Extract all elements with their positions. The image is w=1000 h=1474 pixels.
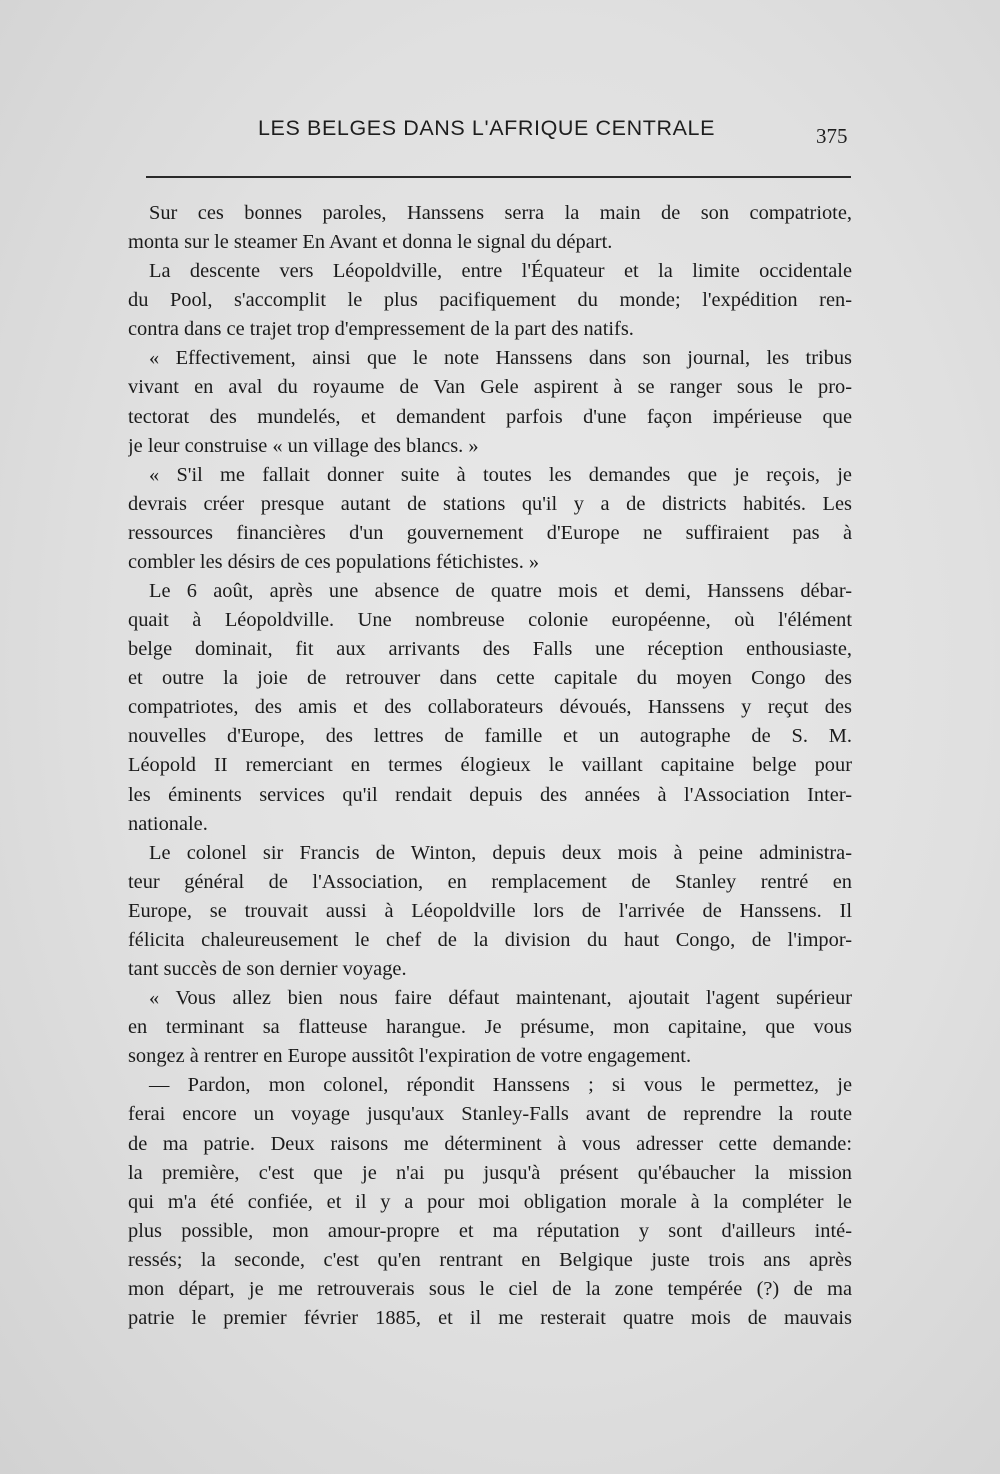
text-line: devrais créer presque autant de stations qu'il y a de districts habités. Les — [128, 492, 852, 515]
text-line: la première, c'est que je n'ai pu jusqu'à présent qu'ébaucher la mission — [128, 1161, 852, 1184]
text-line: plus possible, mon amour-propre et ma réputation y sont d'ailleurs inté- — [128, 1219, 852, 1242]
text-line: en terminant sa flatteuse harangue. Je présume, mon capitaine, que vous — [128, 1016, 852, 1039]
text-line: nationale. — [128, 812, 208, 835]
text-line: félicita chaleureusement le chef de la division du haut Congo, de l'impor- — [128, 928, 852, 951]
body-text — [128, 199, 852, 1333]
text-line: de ma patrie. Deux raisons me déterminent à vous adresser cette demande: — [128, 1132, 852, 1155]
text-line: patrie le premier février 1885, et il me resterait quatre mois de mauvais — [128, 1306, 852, 1329]
text-line: vivant en aval du royaume de Van Gele aspirent à se ranger sous le pro- — [128, 376, 852, 399]
text-line: ferai encore un voyage jusqu'aux Stanley-Falls avant de reprendre la route — [128, 1103, 852, 1126]
text-line: les éminents services qu'il rendait depuis des années à l'Association Inter- — [128, 783, 852, 806]
text-line: je leur construise « un village des blancs. » — [128, 434, 479, 457]
text-line: mon départ, je me retrouverais sous le ciel de la zone tempérée (?) de ma — [128, 1277, 852, 1300]
text-line: tant succès de son dernier voyage. — [128, 958, 407, 981]
page-number: 375 — [816, 124, 848, 148]
text-line: et outre la joie de retrouver dans cette capitale du moyen Congo des — [128, 667, 852, 690]
header-rule — [146, 176, 851, 178]
text-line: Europe, se trouvait aussi à Léopoldville lors de l'arrivée de Hanssens. Il — [128, 899, 852, 922]
text-line: quait à Léopoldville. Une nombreuse colonie européenne, où l'élément — [128, 609, 852, 632]
text-line: Léopold II remerciant en termes élogieux le vaillant capitaine belge pour — [128, 754, 852, 777]
text-line: Le 6 août, après une absence de quatre mois et demi, Hanssens débar- — [149, 580, 852, 603]
text-line: nouvelles d'Europe, des lettres de famille et un autographe de S. M. — [128, 725, 852, 748]
text-line: monta sur le steamer En Avant et donna le signal du départ. — [128, 231, 613, 254]
text-line: Le colonel sir Francis de Winton, depuis deux mois à peine administra- — [149, 841, 852, 864]
text-line: belge dominait, fit aux arrivants des Falls une réception enthousiaste, — [128, 638, 852, 661]
text-line: songez à rentrer en Europe aussitôt l'expiration de votre engagement. — [128, 1045, 692, 1068]
text-line: « Vous allez bien nous faire défaut maintenant, ajoutait l'agent supérieur — [149, 987, 852, 1010]
text-line: du Pool, s'accomplit le plus pacifiquement du monde; l'expédition ren- — [128, 289, 852, 312]
text-line: contra dans ce trajet trop d'empressement de la part des natifs. — [128, 318, 634, 341]
running-head: LES BELGES DANS L'AFRIQUE CENTRALE — [258, 116, 716, 140]
text-line: ressés; la seconde, c'est qu'en rentrant en Belgique juste trois ans après — [128, 1248, 852, 1271]
text-line: La descente vers Léopoldville, entre l'Équateur et la limite occidentale — [149, 260, 852, 283]
text-line: compatriotes, des amis et des collaborateurs dévoués, Hanssens y reçut des — [128, 696, 852, 719]
text-line: tectorat des mundelés, et demandent parfois d'une façon impérieuse que — [128, 405, 852, 428]
text-line: qui m'a été confiée, et il y a pour moi obligation morale à la compléter le — [128, 1190, 852, 1213]
text-line: « Effectivement, ainsi que le note Hanssens dans son journal, les tribus — [149, 347, 852, 370]
text-line: — Pardon, mon colonel, répondit Hanssens ; si vous le permettez, je — [149, 1074, 852, 1097]
text-line: ressources financières d'un gouvernement d'Europe ne suffiraient pas à — [128, 521, 852, 544]
text-line: « S'il me fallait donner suite à toutes les demandes que je reçois, je — [149, 463, 852, 486]
text-line: Sur ces bonnes paroles, Hanssens serra la main de son compatriote, — [149, 202, 852, 224]
text-line: combler les désirs de ces populations fétichistes. » — [128, 550, 540, 573]
text-line: teur général de l'Association, en remplacement de Stanley rentré en — [128, 870, 852, 893]
